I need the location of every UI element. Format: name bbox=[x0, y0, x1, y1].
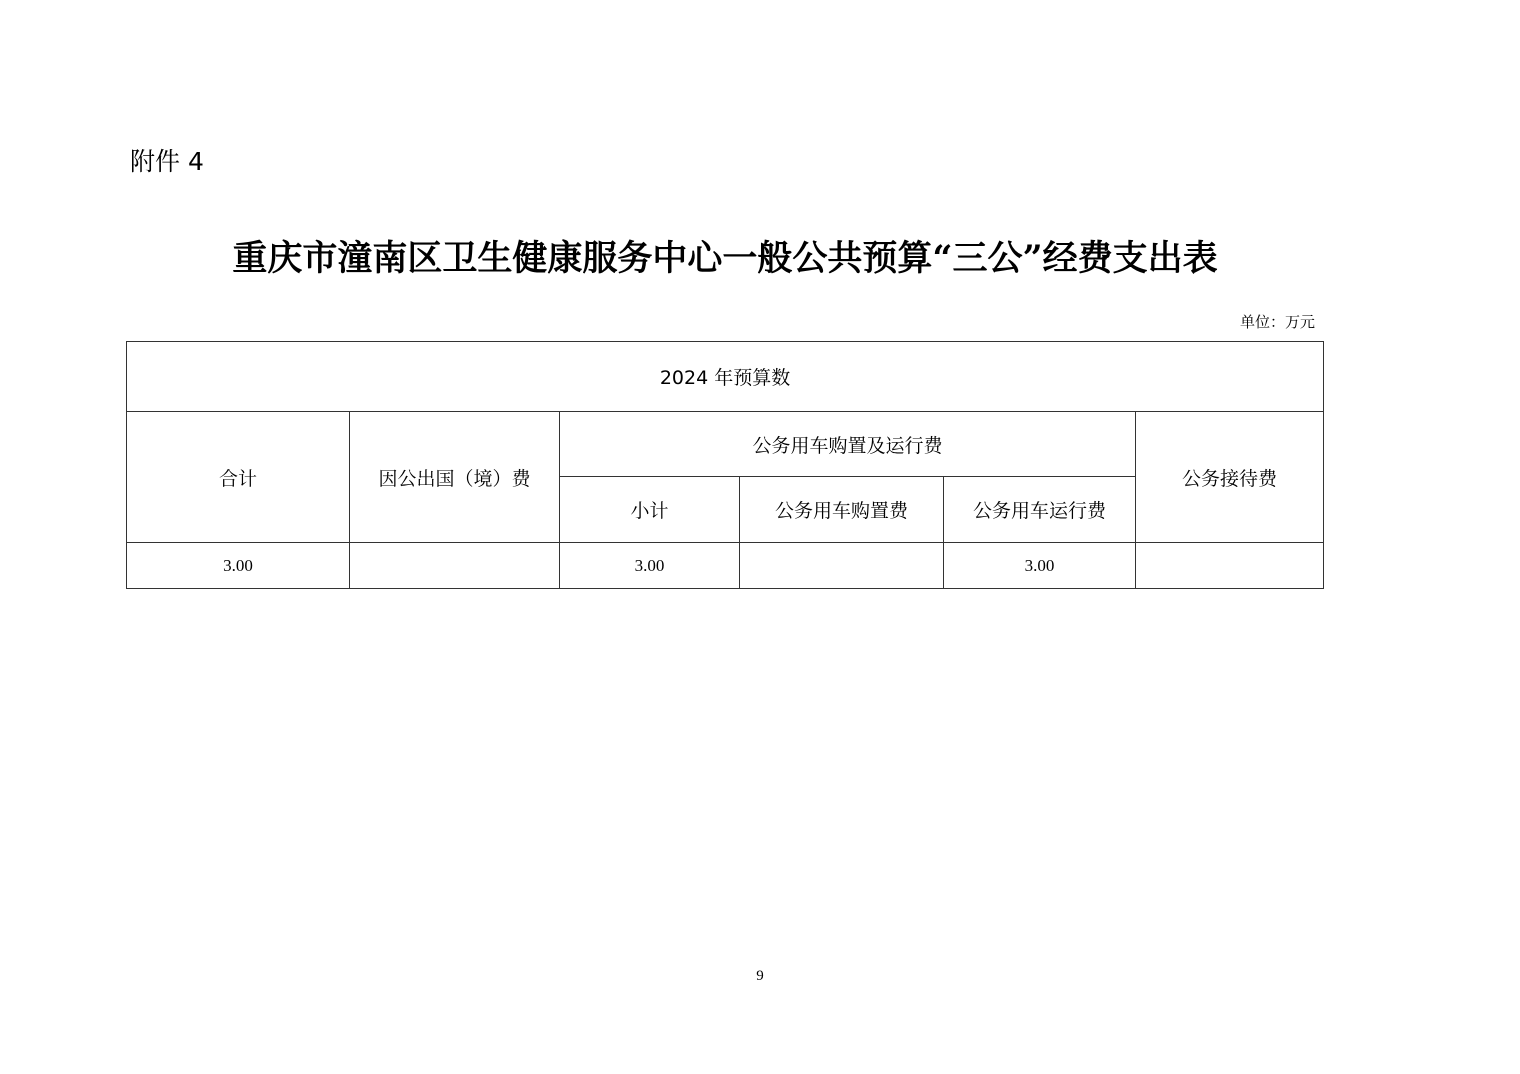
page-number: 9 bbox=[756, 968, 764, 984]
header-vehicle-purchase: 公务用车购置费 bbox=[740, 477, 944, 543]
table-header-row-main bbox=[127, 412, 1324, 477]
cell-vehicle-purchase bbox=[740, 543, 944, 589]
cell-overseas bbox=[350, 543, 560, 589]
document-title: 重庆市潼南区卫生健康服务中心一般公共预算“三公”经费支出表 bbox=[232, 238, 1218, 279]
cell-vehicle-operation: 3.00 bbox=[944, 543, 1136, 589]
header-budget-year: 2024 年预算数 bbox=[127, 342, 1324, 412]
cell-reception bbox=[1136, 543, 1324, 589]
table-row bbox=[127, 543, 1324, 589]
header-overseas: 因公出国（境）费 bbox=[350, 412, 560, 543]
header-vehicle-operation: 公务用车运行费 bbox=[944, 477, 1136, 543]
header-vehicle-group: 公务用车购置及运行费 bbox=[560, 412, 1136, 477]
budget-table bbox=[126, 341, 1324, 589]
header-total: 合计 bbox=[127, 412, 350, 543]
cell-subtotal: 3.00 bbox=[560, 543, 740, 589]
header-subtotal: 小计 bbox=[560, 477, 740, 543]
table-header-row-year bbox=[127, 342, 1324, 412]
unit-label: 单位：万元 bbox=[1239, 313, 1315, 331]
attachment-label: 附件 4 bbox=[130, 147, 204, 176]
header-reception: 公务接待费 bbox=[1136, 412, 1324, 543]
cell-total: 3.00 bbox=[127, 543, 350, 589]
